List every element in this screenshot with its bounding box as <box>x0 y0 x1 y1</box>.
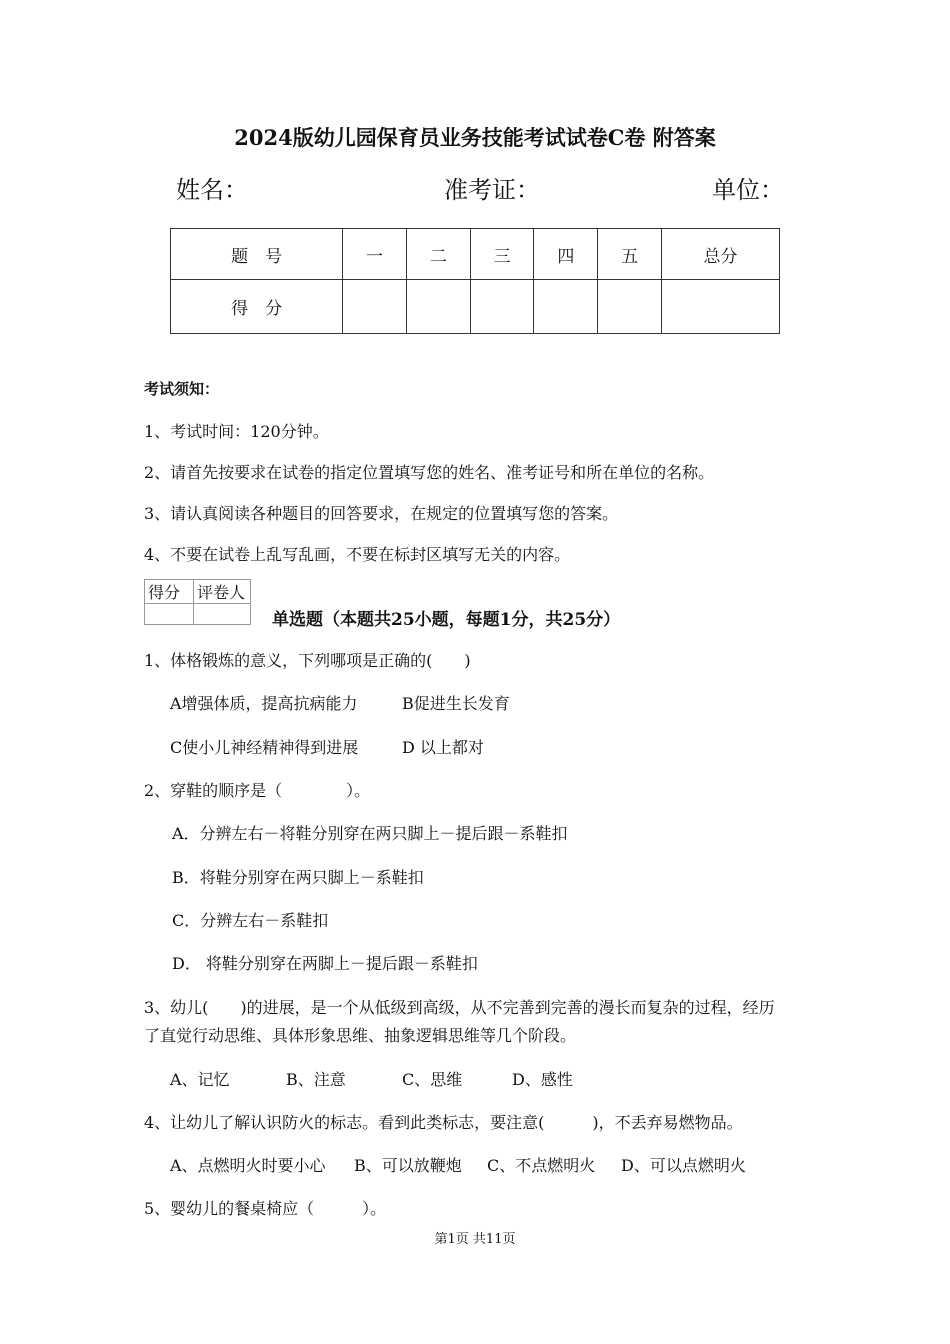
page-footer: 第1页 共11页 <box>434 1232 516 1247</box>
exam-title: 2024版幼儿园保育员业务技能考试试卷C卷 附答案 <box>234 125 716 150</box>
score-cell-total[interactable] <box>662 280 780 334</box>
section-title: 单选题（本题共25小题，每题1分，共25分） <box>272 610 621 630</box>
question-2-option-a: A．分辨左右－将鞋分别穿在两只脚上－提后跟－系鞋扣 <box>172 824 568 843</box>
question-4-option-a: A、点燃明火时要小心 <box>170 1156 326 1175</box>
question-1-option-d: D 以上都对 <box>402 738 484 757</box>
notice-item-2: 2、请首先按要求在试卷的指定位置填写您的姓名、准考证号和所在单位的名称。 <box>144 463 715 482</box>
question-4-option-c: C、不点燃明火 <box>487 1156 596 1175</box>
notice-heading: 考试须知： <box>144 380 220 398</box>
score-header-3: 三 <box>470 229 534 280</box>
score-header-5: 五 <box>598 229 662 280</box>
question-2-option-b: B．将鞋分别穿在两只脚上－系鞋扣 <box>172 868 424 887</box>
grader-score-label: 得分 <box>145 580 194 604</box>
notice-item-4: 4、不要在试卷上乱写乱画，不要在标封区填写无关的内容。 <box>144 545 571 564</box>
question-1-option-c: C使小儿神经精神得到进展 <box>170 738 359 757</box>
unit-field-label: 单位： <box>712 176 784 204</box>
score-cell-1[interactable] <box>343 280 407 334</box>
question-3-stem-line-2: 了直觉行动思维、具体形象思维、抽象逻辑思维等几个阶段。 <box>144 1026 577 1045</box>
question-2-option-d: D． 将鞋分别穿在两脚上－提后跟－系鞋扣 <box>172 954 478 973</box>
grader-reviewer-label: 评卷人 <box>194 580 251 604</box>
question-3-option-d: D、感性 <box>512 1070 573 1089</box>
score-table-header-row <box>171 229 780 280</box>
notice-item-1: 1、考试时间：120分钟。 <box>144 422 329 441</box>
score-cell-2[interactable] <box>406 280 470 334</box>
ticket-field-label: 准考证： <box>444 176 540 204</box>
question-3-option-b: B、注意 <box>286 1070 346 1089</box>
question-1-option-b: B促进生长发育 <box>402 694 510 713</box>
grader-score-cell[interactable] <box>145 604 194 625</box>
score-cell-3[interactable] <box>470 280 534 334</box>
question-5-stem: 5、婴幼儿的餐桌椅应（ ）。 <box>144 1199 387 1218</box>
score-header-1: 一 <box>343 229 407 280</box>
score-row-label: 得 分 <box>171 280 343 334</box>
score-header-total: 总分 <box>662 229 780 280</box>
question-3-option-a: A、记忆 <box>170 1070 230 1089</box>
question-4-option-b: B、可以放鞭炮 <box>354 1156 462 1175</box>
question-4-stem: 4、让幼儿了解认识防火的标志。看到此类标志，要注意( )，不丢弃易燃物品。 <box>144 1113 743 1132</box>
question-2-stem: 2、穿鞋的顺序是（ ）。 <box>144 781 371 800</box>
question-1-option-a: A增强体质，提高抗病能力 <box>170 694 358 713</box>
question-4-option-d: D、可以点燃明火 <box>621 1156 746 1175</box>
grader-box <box>144 579 251 625</box>
grader-reviewer-cell[interactable] <box>194 604 251 625</box>
score-table-score-row <box>171 280 780 334</box>
question-2-option-c: C．分辨左右－系鞋扣 <box>172 911 329 930</box>
score-header-4: 四 <box>534 229 598 280</box>
name-field-label: 姓名： <box>176 176 248 204</box>
question-1-stem: 1、体格锻炼的意义，下列哪项是正确的( ) <box>144 651 471 670</box>
score-cell-5[interactable] <box>598 280 662 334</box>
notice-item-3: 3、请认真阅读各种题目的回答要求，在规定的位置填写您的答案。 <box>144 504 619 523</box>
question-3-option-c: C、思维 <box>402 1070 463 1089</box>
score-header-label: 题 号 <box>171 229 343 280</box>
score-cell-4[interactable] <box>534 280 598 334</box>
score-table <box>170 228 780 334</box>
question-3-stem-line-1: 3、幼儿( )的进展，是一个从低级到高级，从不完善到完善的漫长而复杂的过程，经历 <box>144 998 775 1017</box>
score-header-2: 二 <box>406 229 470 280</box>
